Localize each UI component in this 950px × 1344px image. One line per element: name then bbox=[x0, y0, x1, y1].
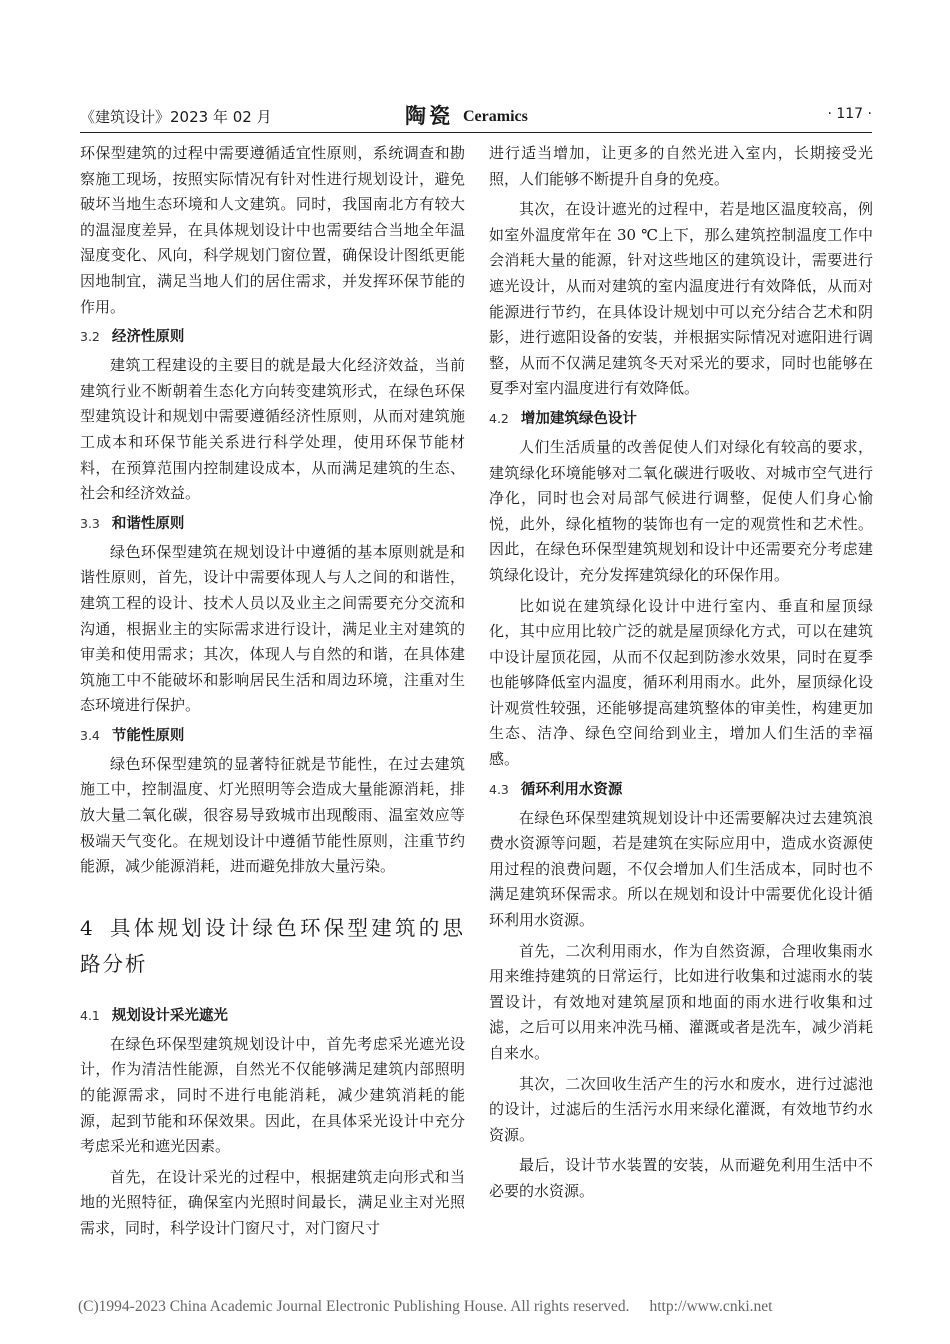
section-heading bbox=[489, 407, 873, 431]
section-title: 和谐性原则 bbox=[111, 515, 185, 532]
section-number: 3.4 bbox=[80, 727, 100, 743]
journal-title bbox=[405, 100, 528, 130]
section-title: 增加建筑绿色设计 bbox=[520, 410, 637, 427]
page-footer bbox=[78, 1298, 772, 1316]
body-paragraph: 在绿色环保型建筑规划设计中还需要解决过去建筑浪费水资源等问题，若是建筑在实际应用中，造成水资源使用过程的浪费问题，不仅会增加人们生活成本，同时也不满足建筑环保需求。所以在规划和设计中需要优化设计循环利用水资源。 bbox=[489, 808, 873, 930]
body-paragraph: 人们生活质量的改善促使人们对绿化有较高的要求，建筑绿化环境能够对二氧化碳进行吸收、对城市空气进行净化，同时也会对局部气候进行调整，促使人们身心愉悦，此外，绿化植物的装饰也有一定的观赏性和艺术性。因此，在绿色环保型建筑规划和设计中还需要充分考虑建筑绿化设计，充分发挥建筑绿化的环保作用。 bbox=[489, 437, 873, 584]
body-paragraph: 比如说在建筑绿化设计中进行室内、垂直和屋顶绿化，其中应用比较广泛的就是屋顶绿化方式，可以在建筑中设计屋顶花园，从而不仅起到防渗水效果，同时在夏季也能够降低室内温度，循环利用雨水。此外，屋顶绿化设计观赏性较强，还能够提高建筑整体的审美性，构建更加生态、洁净、绿色空间给到业主，增加人们生活的幸福感。 bbox=[489, 596, 873, 769]
journal-issue: 《建筑设计》2023 年 02 月 bbox=[80, 108, 272, 126]
section-number: 4.3 bbox=[489, 781, 509, 797]
section-title: 节能性原则 bbox=[111, 727, 185, 744]
body-paragraph: 绿色环保型建筑的显著特征就是节能性，在过去建筑施工中，控制温度、灯光照明等会造成大量能源消耗，排放大量二氧化碳，很容易导致城市出现酸雨、温室效应等极端天气变化。在规划设计中遵循节能性原则，注重节约能源，减少能源消耗，进而避免排放大量污染。 bbox=[80, 754, 465, 876]
body-paragraph: 建筑工程建设的主要目的就是最大化经济效益，当前建筑行业不断朝着生态化方向转变建筑形式，在绿色环保型建筑设计和规划中需要遵循经济性原则，从而对建筑施工成本和环保节能关系进行科学处理，使用环保节能材料，在预算范围内控制建设成本，从而满足建筑的生态、社会和经济效益。 bbox=[80, 356, 465, 503]
footer-url[interactable]: http://www.cnki.net bbox=[649, 1298, 773, 1315]
body-paragraph: 进行适当增加，让更多的自然光进入室内，长期接受光照，人们能够不断提升自身的免疫。 bbox=[489, 144, 873, 188]
section-heading bbox=[80, 512, 465, 536]
section-heading bbox=[80, 1004, 465, 1028]
body-paragraph: 最后，设计节水装置的安装，从而避免利用生活中不必要的水资源。 bbox=[489, 1156, 873, 1200]
chapter-number: 4 bbox=[80, 915, 95, 940]
left-column bbox=[80, 141, 465, 1247]
body-paragraph: 首先，二次利用雨水，作为自然资源，合理收集雨水用来维持建筑的日常运行，比如进行收集和过滤雨水的装置设计，有效地对建筑屋顶和地面的雨水进行收集和过滤，之后可以用来冲洗马桶、灌溉或者是洗车，减少消耗自来水。 bbox=[489, 941, 873, 1062]
section-number: 3.2 bbox=[80, 329, 100, 345]
journal-title-en: Ceramics bbox=[463, 108, 528, 125]
section-title: 经济性原则 bbox=[111, 329, 185, 346]
header-rule bbox=[80, 132, 872, 133]
body-paragraph: 绿色环保型建筑在规划设计中遵循的基本原则就是和谐性原则，首先，设计中需要体现人与人之间的和谐性，建筑工程的设计、技术人员以及业主之间需要充分交流和沟通，根据业主的实际需求进行设计，满足业主对建筑的审美和使用需求；其次，体现人与自然的和谐，在具体建筑施工中不能破坏和影响居民生活和周边环境，注重对生态环境进行保护。 bbox=[80, 542, 465, 715]
section-heading bbox=[80, 325, 465, 349]
section-heading bbox=[489, 778, 873, 802]
section-number: 4.1 bbox=[80, 1007, 100, 1023]
body-paragraph: 环保型建筑的过程中需要遵循适宜性原则，系统调查和勘察施工现场，按照实际情况有针对性进行规划设计，避免破坏当地生态环境和人文建筑。同时，我国南北方有较大的温湿度差异，在具体规划设计中也需要结合当地全年温湿度变化、风向，科学规划门窗位置，确保设计图纸更能因地制宜，满足当地人们的居住需求，并发挥环保节能的作用。 bbox=[80, 144, 465, 316]
body-paragraph: 其次，在设计遮光的过程中，若是地区温度较高，例如室外温度常年在 30 ℃上下，那么建筑控制温度工作中会消耗大量的能源，针对这些地区的建筑设计，需要进行遮光设计，从而对建筑的室内温度进行有效降低，从而对能源进行节约，在具体设计规划中可以充分结合艺术和阴影，进行遮阳设备的安装，并根据实际情况对遮阳进行调整，从而不仅满足建筑冬天对采光的要求，同时也能够在夏季对室内温度进行有效降低。 bbox=[489, 200, 873, 398]
body-paragraph: 在绿色环保型建筑规划设计中，首先考虑采光遮光设计，作为清洁性能源，自然光不仅能够满足建筑内部照明的能源需求，同时不进行电能消耗，减少建筑消耗的能源，起到节能和环保效果。因此，在具体采光设计中充分考虑采光和遮光因素。 bbox=[80, 1034, 465, 1156]
journal-title-cn: 陶瓷 bbox=[405, 103, 453, 128]
section-title: 规划设计采光遮光 bbox=[111, 1007, 228, 1024]
chapter-heading bbox=[80, 910, 465, 982]
chapter-title: 具体规划设计绿色环保型建筑的思路分析 bbox=[80, 915, 465, 976]
section-heading bbox=[80, 724, 465, 748]
body-paragraph: 其次，二次回收生活产生的污水和废水，进行过滤池的设计，过滤后的生活污水用来绿化灌溉，有效地节约水资源。 bbox=[489, 1074, 873, 1144]
section-title: 循环利用水资源 bbox=[520, 781, 623, 798]
body-paragraph: 首先，在设计采光的过程中，根据建筑走向形式和当地的光照特征，确保室内光照时间最长，满足业主对光照需求，同时，科学设计门窗尺寸，对门窗尺寸 bbox=[80, 1167, 465, 1237]
copyright-notice: (C)1994-2023 China Academic Journal Electronic Publishing House. All rights reserved. bbox=[78, 1298, 630, 1315]
page-number: · 117 · bbox=[827, 106, 872, 122]
section-number: 4.2 bbox=[489, 410, 509, 426]
right-column bbox=[489, 141, 873, 1210]
section-number: 3.3 bbox=[80, 515, 100, 531]
page-header bbox=[80, 100, 872, 130]
